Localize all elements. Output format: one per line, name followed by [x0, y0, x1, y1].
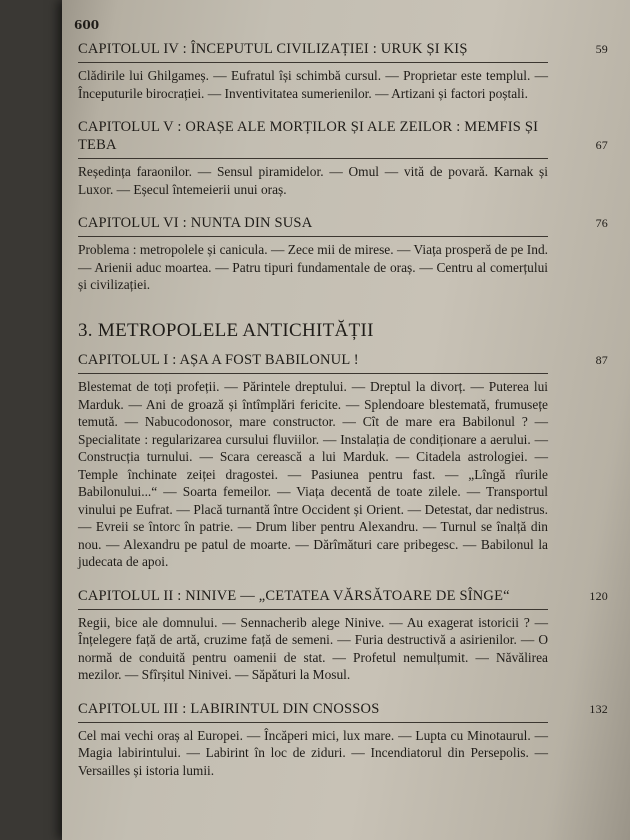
chapter-page-number: 76 [595, 216, 608, 230]
chapter-title: CAPITOLUL VI : NUNTA DIN SUSA [78, 215, 313, 231]
chapter-title: CAPITOLUL II : NINIVE — „CETATEA VĂRSĂTOARE DE SÎNGE“ [78, 587, 510, 604]
chapter-summary: Clădirile lui Ghilgameș. — Eufratul își schimbă cursul. — Proprietar este templul. — Începuturile birocrației. — Inventivitatea sumerienilor. — Artizani și factori poștali. [78, 68, 548, 101]
table-of-contents [78, 14, 608, 795]
chapter-page-number: 59 [595, 42, 608, 56]
chapter-page-number: 120 [589, 588, 608, 603]
chapter-entry [78, 587, 608, 684]
page-number: 600 [74, 18, 100, 32]
chapter-summary: Blestemat de toți profeții. — Părintele dreptului. — Dreptul la divorț. — Puterea lui Marduk. — Ani de groază și întîmplări fericite. — Splendoare blestemată, frumusețe temută. — Nabucodonosor, mare constructor. — Cît de mare era Babilonul ? — Specialitate : regularizarea cursului fluviilor. — Instalația de condiționare a aerului. — Construcția turnului. — Scara cerească a lui Marduk. — Citadela astrologiei. — Temple închinate zeiței dragostei. — Pasiunea pentru fast. — „Lîngă rîurile Babilonului...“ — Soarta femeilor. — Viața decentă de toate zilele. — Transportul vinului pe Eufrat. — Placă turnantă între Occident și Orient. — Detestat, dar nedistrus. — Evreii se întorc în patrie. — Drum liber pentru Alexandru. — Turnul se înalță din nou. — Alexandru pe patul de moarte. — Dărîmături care pribegesc. — Babilonul la judecata de apoi. [78, 379, 548, 570]
chapter-summary: Problema : metropolele și canicula. — Zece mii de mirese. — Viața prosperă de pe Ind. — Arienii aduc moartea. — Patru tipuri fundamentale de oraș. — Centru al comerțului și civilizației. [78, 242, 548, 292]
chapter-summary: Regii, bice ale domnului. — Sennacherib alege Ninive. — Au exagerat istoricii ? — Înțelegere față de artă, cruzime față de semeni. — Furia destructivă a asirienilor. — O normă de conduită pentru oamenii de stat. — Profetul nemulțumit. — Năvălirea mezilor. — Sfîrșitul Niniveі. — Săpături la Mosul. [78, 614, 548, 683]
chapter-heading [78, 351, 608, 374]
chapter-heading [78, 587, 608, 610]
chapter-heading [78, 700, 608, 723]
chapter-page-number: 87 [595, 353, 608, 368]
chapter-entry [78, 40, 608, 102]
chapter-title: CAPITOLUL I : AȘA A FOST BABILONUL ! [78, 352, 359, 369]
book-page [62, 0, 630, 840]
chapter-title: CAPITOLUL IV : ÎNCEPUTUL CIVILIZAȚIEI : URUK ȘI KIȘ [78, 41, 468, 57]
chapter-title: CAPITOLUL V : ORAȘE ALE MORȚILOR ȘI ALE ZEILOR : MEMFIS ȘI TEBA [78, 119, 539, 153]
chapter-heading [78, 214, 608, 237]
chapter-page-number: 67 [595, 138, 608, 152]
chapter-entry [78, 214, 608, 294]
chapter-entry [78, 351, 608, 571]
chapter-entry [78, 118, 608, 198]
chapter-title: CAPITOLUL III : LABIRINTUL DIN CNOSSOS [78, 700, 380, 717]
chapter-entry [78, 700, 608, 780]
chapter-page-number: 132 [589, 701, 608, 716]
chapter-summary: Cel mai vechi oraș al Europei. — Încăperi mici, lux mare. — Lupta cu Minotaurul. — Magia labirintului. — Labirint în loc de ziduri. — Incendiatorul din Persepolis. — Versailles și istoria lumii. [78, 727, 548, 778]
chapter-heading [78, 118, 608, 159]
chapter-summary: Reședința faraonilor. — Sensul piramidelor. — Omul — vită de povară. Karnak și Luxor. — Eșecul întemeierii unui oraș. [78, 164, 548, 197]
section-title: 3. METROPOLELE ANTICHITĂȚII [78, 319, 374, 341]
chapter-heading [78, 40, 608, 63]
